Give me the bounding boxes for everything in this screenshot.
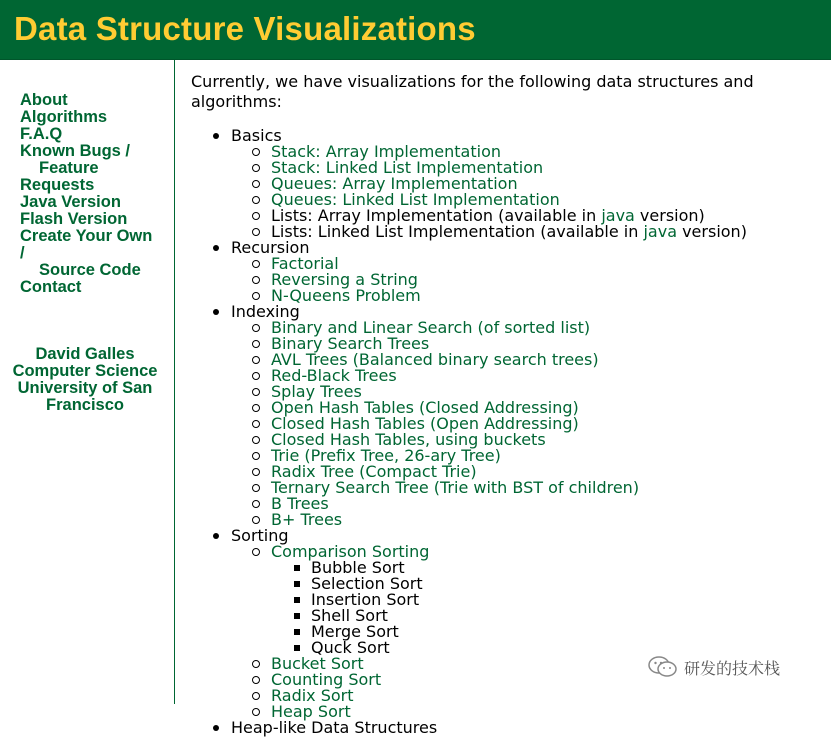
sorting-list [231,544,827,720]
circle-bullet [252,276,260,284]
circle-bullet [252,196,260,204]
section-recursion [191,240,827,304]
sidebar-nav [20,92,170,296]
circle-bullet [252,388,260,396]
disc-bullet [213,309,219,315]
heap-sort-link[interactable]: Heap Sort [271,702,351,721]
circle-bullet [252,340,260,348]
closed-hash-link[interactable]: Closed Hash Tables (Open Addressing) [271,414,579,433]
nav-known-bugs-line3: Requests [20,176,95,194]
circle-bullet [252,260,260,268]
selection-sort-label: Selection Sort [311,574,423,593]
nav-create-line3: Source Code [39,261,141,279]
recursion-list [231,256,827,304]
merge-sort-label: Merge Sort [311,622,399,641]
topic-list [191,128,827,736]
nav-algorithms-link[interactable]: Algorithms [20,108,108,126]
radix-sort-link[interactable]: Radix Sort [271,686,354,705]
factorial-link[interactable]: Factorial [271,254,339,273]
list-item [231,512,827,528]
stack-linked-list-link[interactable]: Stack: Linked List Implementation [271,158,544,177]
indexing-list [231,320,827,528]
circle-bullet [252,212,260,220]
reverse-string-link[interactable]: Reversing a String [271,270,418,289]
watermark [648,652,780,682]
insertion-sort-label: Insertion Sort [311,590,420,609]
section-sorting [191,528,827,720]
disc-bullet [213,725,219,731]
nav-known-bugs-link[interactable] [20,143,170,194]
nav-java-version-link[interactable]: Java Version [20,193,121,211]
circle-bullet [252,468,260,476]
section-title: Recursion [231,238,310,257]
circle-bullet [252,324,260,332]
circle-bullet [252,676,260,684]
red-black-link[interactable]: Red-Black Trees [271,366,397,385]
search-link[interactable]: Binary and Linear Search (of sorted list) [271,318,591,337]
nav-flash-version-link[interactable]: Flash Version [20,210,128,228]
b-trees-link[interactable]: B Trees [271,494,329,513]
square-bullet [294,597,300,603]
comparison-sorting-link[interactable]: Comparison Sorting [271,542,430,561]
circle-bullet [252,356,260,364]
nav-create-your-own-link[interactable] [20,228,170,279]
circle-bullet [252,500,260,508]
circle-bullet [252,228,260,236]
circle-bullet [252,484,260,492]
basics-list [231,144,827,240]
circle-bullet [252,292,260,300]
queue-linked-list-link[interactable]: Queues: Linked List Implementation [271,190,560,209]
circle-bullet [252,708,260,716]
section-indexing [191,304,827,528]
author-info [0,346,170,414]
splay-link[interactable]: Splay Trees [271,382,362,401]
circle-bullet [252,452,260,460]
stack-array-link[interactable]: Stack: Array Implementation [271,142,501,161]
shell-sort-label: Shell Sort [311,606,388,625]
circle-bullet [252,548,260,556]
comparison-sort-list [271,560,827,656]
square-bullet [294,629,300,635]
disc-bullet [213,133,219,139]
circle-bullet [252,148,260,156]
nav-create-line1: Create Your Own [20,227,153,245]
b-plus-trees-link[interactable]: B+ Trees [271,510,343,529]
closed-hash-buckets-link[interactable]: Closed Hash Tables, using buckets [271,430,546,449]
circle-bullet [252,692,260,700]
list-item [231,288,827,304]
circle-bullet [252,660,260,668]
bucket-sort-link[interactable]: Bucket Sort [271,654,364,673]
list-item [231,544,827,656]
nav-create-line2: / [20,244,25,262]
section-basics [191,128,827,240]
nav-known-bugs-line2: Feature [39,159,99,177]
square-bullet [294,565,300,571]
avl-link[interactable]: AVL Trees (Balanced binary search trees) [271,350,599,369]
section-title: Sorting [231,526,289,545]
radix-tree-link[interactable]: Radix Tree (Compact Trie) [271,462,477,481]
page-header [0,0,831,60]
page-title: Data Structure Visualizations [14,10,476,47]
square-bullet [294,613,300,619]
square-bullet [294,645,300,651]
lists-array-text: Lists: Array Implementation (available in [271,206,602,225]
circle-bullet [252,404,260,412]
main-content [191,72,827,736]
circle-bullet [252,164,260,172]
section-heap-like [191,720,827,736]
lists-array-java-link[interactable]: java [601,206,635,225]
watermark-text: 研发的技术栈 [684,658,781,678]
square-bullet [294,581,300,587]
nav-faq-link[interactable]: F.A.Q [20,125,63,143]
wechat-icon [648,655,678,679]
author-university-line2: Francisco [46,396,124,414]
ternary-search-tree-link[interactable]: Ternary Search Tree (Trie with BST of children) [271,478,640,497]
n-queens-link[interactable]: N-Queens Problem [271,286,421,305]
section-title: Heap-like Data Structures [231,718,438,737]
circle-bullet [252,180,260,188]
author-university-line1: University of San [17,379,153,397]
circle-bullet [252,516,260,524]
trie-link[interactable]: Trie (Prefix Tree, 26-ary Tree) [271,446,501,465]
author-name: David Galles [35,345,135,363]
open-hash-link[interactable]: Open Hash Tables (Closed Addressing) [271,398,579,417]
circle-bullet [252,436,260,444]
circle-bullet [252,420,260,428]
circle-bullet [252,372,260,380]
author-department: Computer Science [12,362,158,380]
quick-sort-label: Quck Sort [311,638,390,657]
bubble-sort-label: Bubble Sort [311,558,405,577]
section-title: Indexing [231,302,300,321]
lists-array-suffix: version) [634,206,705,225]
list-item [231,224,827,240]
lists-linked-java-link[interactable]: java [643,222,677,241]
bst-link[interactable]: Binary Search Trees [271,334,430,353]
nav-about-link[interactable]: About [20,91,68,109]
intro-text: Currently, we have visualizations for the following data structures and algorithms: [191,72,754,111]
lists-linked-text: Lists: Linked List Implementation (available in [271,222,644,241]
nav-contact-link[interactable]: Contact [20,278,82,296]
disc-bullet [213,533,219,539]
queue-array-link[interactable]: Queues: Array Implementation [271,174,518,193]
nav-known-bugs-line1: Known Bugs / [20,142,130,160]
section-title: Basics [231,126,282,145]
sidebar [0,60,175,704]
counting-sort-link[interactable]: Counting Sort [271,670,382,689]
lists-linked-suffix: version) [677,222,747,241]
disc-bullet [213,245,219,251]
